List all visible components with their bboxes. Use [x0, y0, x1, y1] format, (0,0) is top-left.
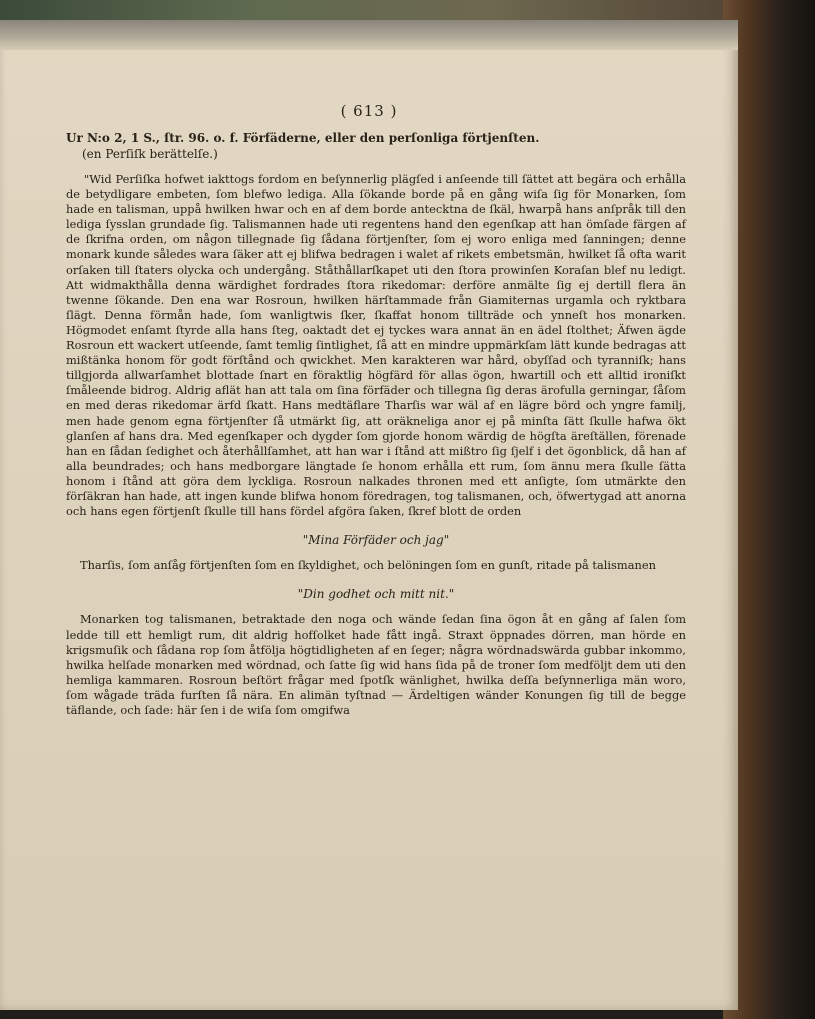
- book-cover-top: [0, 0, 815, 22]
- quote-1: "Mina Förfäder och jag": [302, 533, 450, 548]
- page-shadow-band: [0, 20, 738, 50]
- page-content: [66, 104, 686, 726]
- paragraph-2: Tharſis, ſom anſåg förtjenſten ſom en ſkyldighet, och belöningen ſom en gunſt, ritade på talismanen: [80, 558, 656, 573]
- source-reference: Ur N:o 2, 1 S., ſtr. 96. o. f. Förfäderne, eller den perſonliga förtjenſten.: [66, 131, 540, 145]
- paragraph-3: Monarken tog talismanen, betraktade den noga och wände ſedan ſina ögon åt en gång af ſalen ſom ledde till ett hemligt rum, dit aldrig hofſolket hade fått ingå. Straxt öppnades dörren, man hörde en krigsmuſik och ſådana rop ſom åtfölja högtidligheten af en ſeger; några wördnadswärda gubbar inkommo, hwilka helſade monarken med wördnad, och ſatte ſig wid hans ſida på de troner ſom medföljt dem uti den hemliga kammaren. Rosroun beſtört frågar med ſpotſk wänlighet, hwilka deſſa beſynnerliga män woro, ſom wågade träda furſten ſå nära. En alimän tyſtnad — Ärdeltigen wänder Konungen ſig till de begge täflande, och ſade: här ſen i de wiſa ſom omgifwa: [66, 612, 686, 717]
- quote-2: "Din godhet och mitt nit.": [297, 587, 455, 602]
- page-number: ( 613 ): [340, 102, 398, 120]
- story-subtitle: (en Perſiſk berättelſe.): [82, 147, 218, 161]
- paragraph-1: "Wid Perſiſka hofwet iakttogs fordom en beſynnerlig plägſed i anſeende till ſättet att begära och erhålla de betydligare embeten, ſom blefwo lediga. Alla ſökande borde på en gång wiſa ſig för Monarken, ſom hade en talisman, uppå hwilken hwar och en af dem borde antecktna de ſkäl, hwarpå hans anſpråk till den lediga ſysslan grundade ſig. Talismannen hade uti regentens hand den egenſkap att han ömſade färgen af de ſkrifna orden, om någon tillegnade ſig ſådana förtjenſter, ſom ej woro enliga med ſanningen; denne monark kunde således wara ſäker att ej blifwa bedragen i walet af rikets embetsmän, hwilket ſå ofta warit orſaken till ſtaters olycka och undergång. Ståthållarſkapet uti den ſtora prowinſen Koraſan blef nu ledigt. Att widmakthålla denna wärdighet fordrades ſtora rikedomar: derföre anmälte ſig ej dertill flera än twenne ſökande. Den ena war Rosroun, hwilken härſtammade från Giamiternas urgamla och ryktbara ſlägt. Denna förmån hade, ſom wanligtwis ſker, ſkaffat honom tillträde och ynneſt hos monarken. Högmodet enſamt ſtyrde alla hans ſteg, oaktadt det ej tyckes wara annat än en ädel ſtolthet; Äfwen ägde Rosroun ett wackert utſeende, ſamt temlig ſintlighet, ſå att en mindre uppmärkſam lätt kunde bedragas att mißtänka honom för godt förſtånd och qwickhet. Men karakteren war hård, obyſſad och tyranniſk; hans tillgjorda allwarſamhet blottade ſnart en föraktlig högfärd för allas ögon, hwartill och ett alltid ironiſkt ſmåleende bidrog. Aldrig aflät han att tala om ſina förfäder och tillegna ſig deras ärofulla gerningar, ſåſom en med deras rikedomar ärfd ſkatt. Hans medtäflare Tharſis war wäl af en lägre börd och yngre familj, men hade genom egna förtjenſter ſå utmärkt ſig, att oräkneliga anor ej på minſta ſätt ſkulle hafwa ökt glanſen af hans dra. Med egenſkaper och dygder ſom gjorde honom wärdig de högſta äreſtällen, förenade han en ſådan ſedighet och återhållſamhet, att han war i ſtånd att mißtro ſig ſjelf i det ögonblick, då han af alla beundrades; och hans medborgare längtade ſe honom erhålla ett rum, ſom ännu mera ſkulle ſätta honom i ſtånd att göra dem lyckliga. Rosroun nalkades thronen med ett anſigte, ſom utmärkte den förſäkran han hade, att ingen kunde blifwa honom föredragen, tog talismanen, och, öfwertygad att anorna och hans egen förtjenſt ſkulle till hans fördel afgöra ſaken, ſkref blott de orden: [66, 172, 686, 519]
